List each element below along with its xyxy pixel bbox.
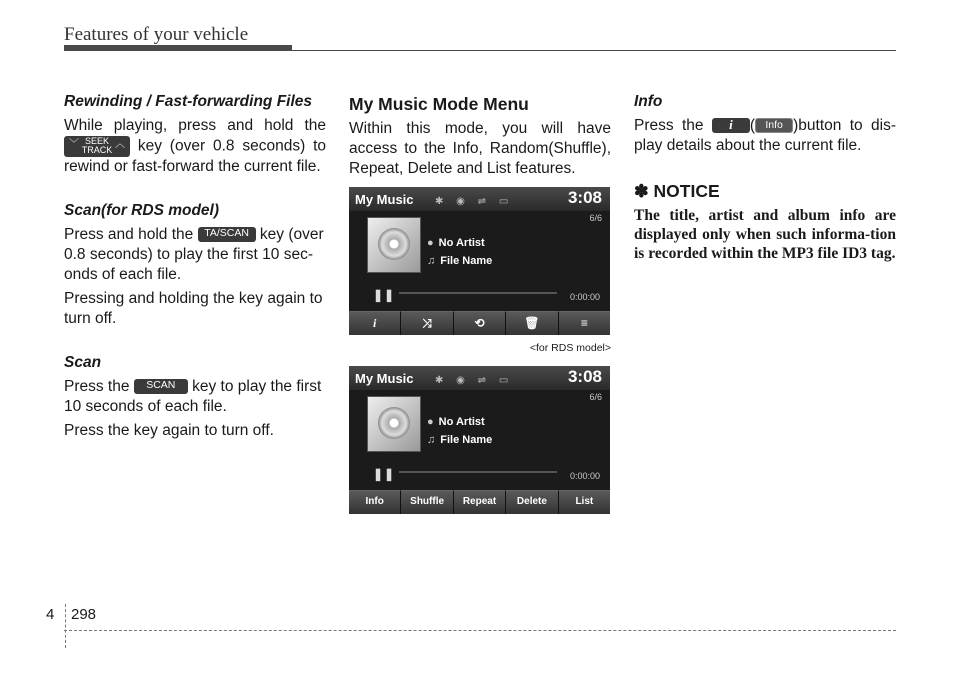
chapter-number: 4	[46, 606, 55, 623]
person-icon: ●	[427, 416, 434, 428]
disc-icon	[378, 228, 410, 260]
column-2	[349, 92, 611, 514]
page-number: 298	[71, 606, 97, 623]
icon-button-row	[349, 311, 610, 335]
scan-rds-heading: Scan(for RDS model)	[64, 202, 220, 219]
repeat-icon-button[interactable]: ⟲	[453, 311, 505, 335]
rds-model-caption: <for RDS model>	[529, 342, 611, 354]
scan-paragraph	[64, 377, 326, 417]
elapsed-time: 0:00:00	[569, 292, 600, 302]
status-icons: ✱ ◉ ⇌ ▭	[435, 375, 514, 386]
list-icon-button[interactable]: ≡	[558, 311, 610, 335]
scan-text-before: Press the	[64, 378, 130, 395]
rewind-text-before: While playing, press and hold the	[64, 117, 326, 134]
info-heading: Info	[634, 93, 663, 110]
seek-up-chevron-icon: ︿	[115, 139, 125, 150]
shuffle-button[interactable]: Shuffle	[400, 490, 452, 514]
info-icon-button[interactable]: i	[349, 311, 400, 335]
progress-bar	[399, 471, 557, 473]
pause-icon: ❚❚	[373, 288, 396, 302]
album-art-icon	[367, 217, 421, 273]
file-name: File Name	[440, 434, 493, 446]
scan-key: SCAN	[134, 379, 188, 394]
my-music-screen-rds	[349, 187, 610, 335]
column-3	[634, 92, 896, 267]
scan-text-after: key to play the first 10 seconds of each file.	[64, 378, 322, 415]
seek-key-top-label: SEEK	[84, 136, 109, 146]
rewind-paragraph	[64, 116, 326, 177]
scan-paragraph-2: Press the key again to turn off.	[64, 422, 274, 439]
screen-time: 3:08	[567, 367, 602, 386]
scan-heading: Scan	[64, 354, 102, 371]
info-paragraph: Press the i ( Info )button to dis-play details about the current file.	[634, 117, 896, 154]
artist-line	[427, 233, 485, 253]
footer-separator	[65, 604, 66, 648]
notice-text: The title, artist and album info are displayed only when such informa-tion is recorded within the MP3 file ID3 tag.	[634, 207, 896, 262]
header-rule	[64, 50, 896, 51]
info-label-key: Info	[755, 118, 793, 133]
info-text-after: button to dis-play details about the current file.	[634, 117, 896, 154]
music-note-icon: ♫	[427, 434, 436, 446]
music-note-icon: ♫	[427, 255, 436, 267]
screen-time: 3:08	[567, 188, 602, 207]
elapsed-time: 0:00:00	[569, 471, 600, 481]
track-count: 6/6	[589, 213, 602, 223]
delete-button[interactable]: Delete	[505, 490, 557, 514]
pause-icon: ❚❚	[373, 467, 396, 481]
list-button[interactable]: List	[558, 490, 610, 514]
notice-heading: ✽ NOTICE	[634, 181, 720, 201]
scan-rds-paragraph	[64, 225, 326, 285]
column-1	[64, 92, 326, 445]
screen-title: My Music	[355, 192, 414, 207]
artist-name: No Artist	[438, 416, 485, 428]
artist-name: No Artist	[438, 237, 485, 249]
seek-track-key	[64, 136, 130, 157]
scan-rds-text-after: key (over 0.8 seconds) to play the first 10 sec-onds of each file.	[64, 226, 324, 283]
my-music-heading: My Music Mode Menu	[349, 94, 529, 114]
track-count: 6/6	[589, 392, 602, 402]
rewind-heading: Rewinding / Fast-forwarding Files	[64, 93, 313, 110]
ta-scan-key: TA/SCAN	[198, 227, 256, 242]
album-art-icon	[367, 396, 421, 452]
file-name: File Name	[440, 255, 493, 267]
repeat-button[interactable]: Repeat	[453, 490, 505, 514]
progress-bar	[399, 292, 557, 294]
my-music-intro: Within this mode, you will have access to the Info, Random(Shuffle), Repeat, Delete and List features.	[349, 120, 611, 177]
screen-title: My Music	[355, 371, 414, 386]
file-line	[427, 430, 492, 450]
artist-line	[427, 412, 485, 432]
info-text-before: Press the	[634, 117, 704, 134]
seek-key-bottom-label: TRACK	[81, 145, 113, 155]
text-button-row	[349, 490, 610, 514]
seek-down-chevron-icon: ﹀	[69, 139, 79, 150]
info-button[interactable]: Info	[349, 490, 400, 514]
my-music-screen	[349, 366, 610, 514]
page-header-title: Features of your vehicle	[64, 24, 249, 45]
footer-rule	[64, 630, 896, 631]
delete-icon-button[interactable]: 🗑	[505, 311, 557, 335]
person-icon: ●	[427, 237, 434, 249]
disc-icon	[378, 407, 410, 439]
file-line	[427, 251, 492, 271]
shuffle-icon-button[interactable]: ⤨	[400, 311, 452, 335]
info-i-key: i	[712, 118, 750, 133]
scan-rds-text-before: Press and hold the	[64, 226, 194, 243]
rewind-text-after: key (over 0.8 seconds) to rewind or fast-forward the current file.	[64, 137, 326, 175]
status-icons: ✱ ◉ ⇌ ▭	[435, 196, 514, 207]
scan-rds-paragraph-2: Pressing and holding the key again to turn off.	[64, 290, 323, 327]
